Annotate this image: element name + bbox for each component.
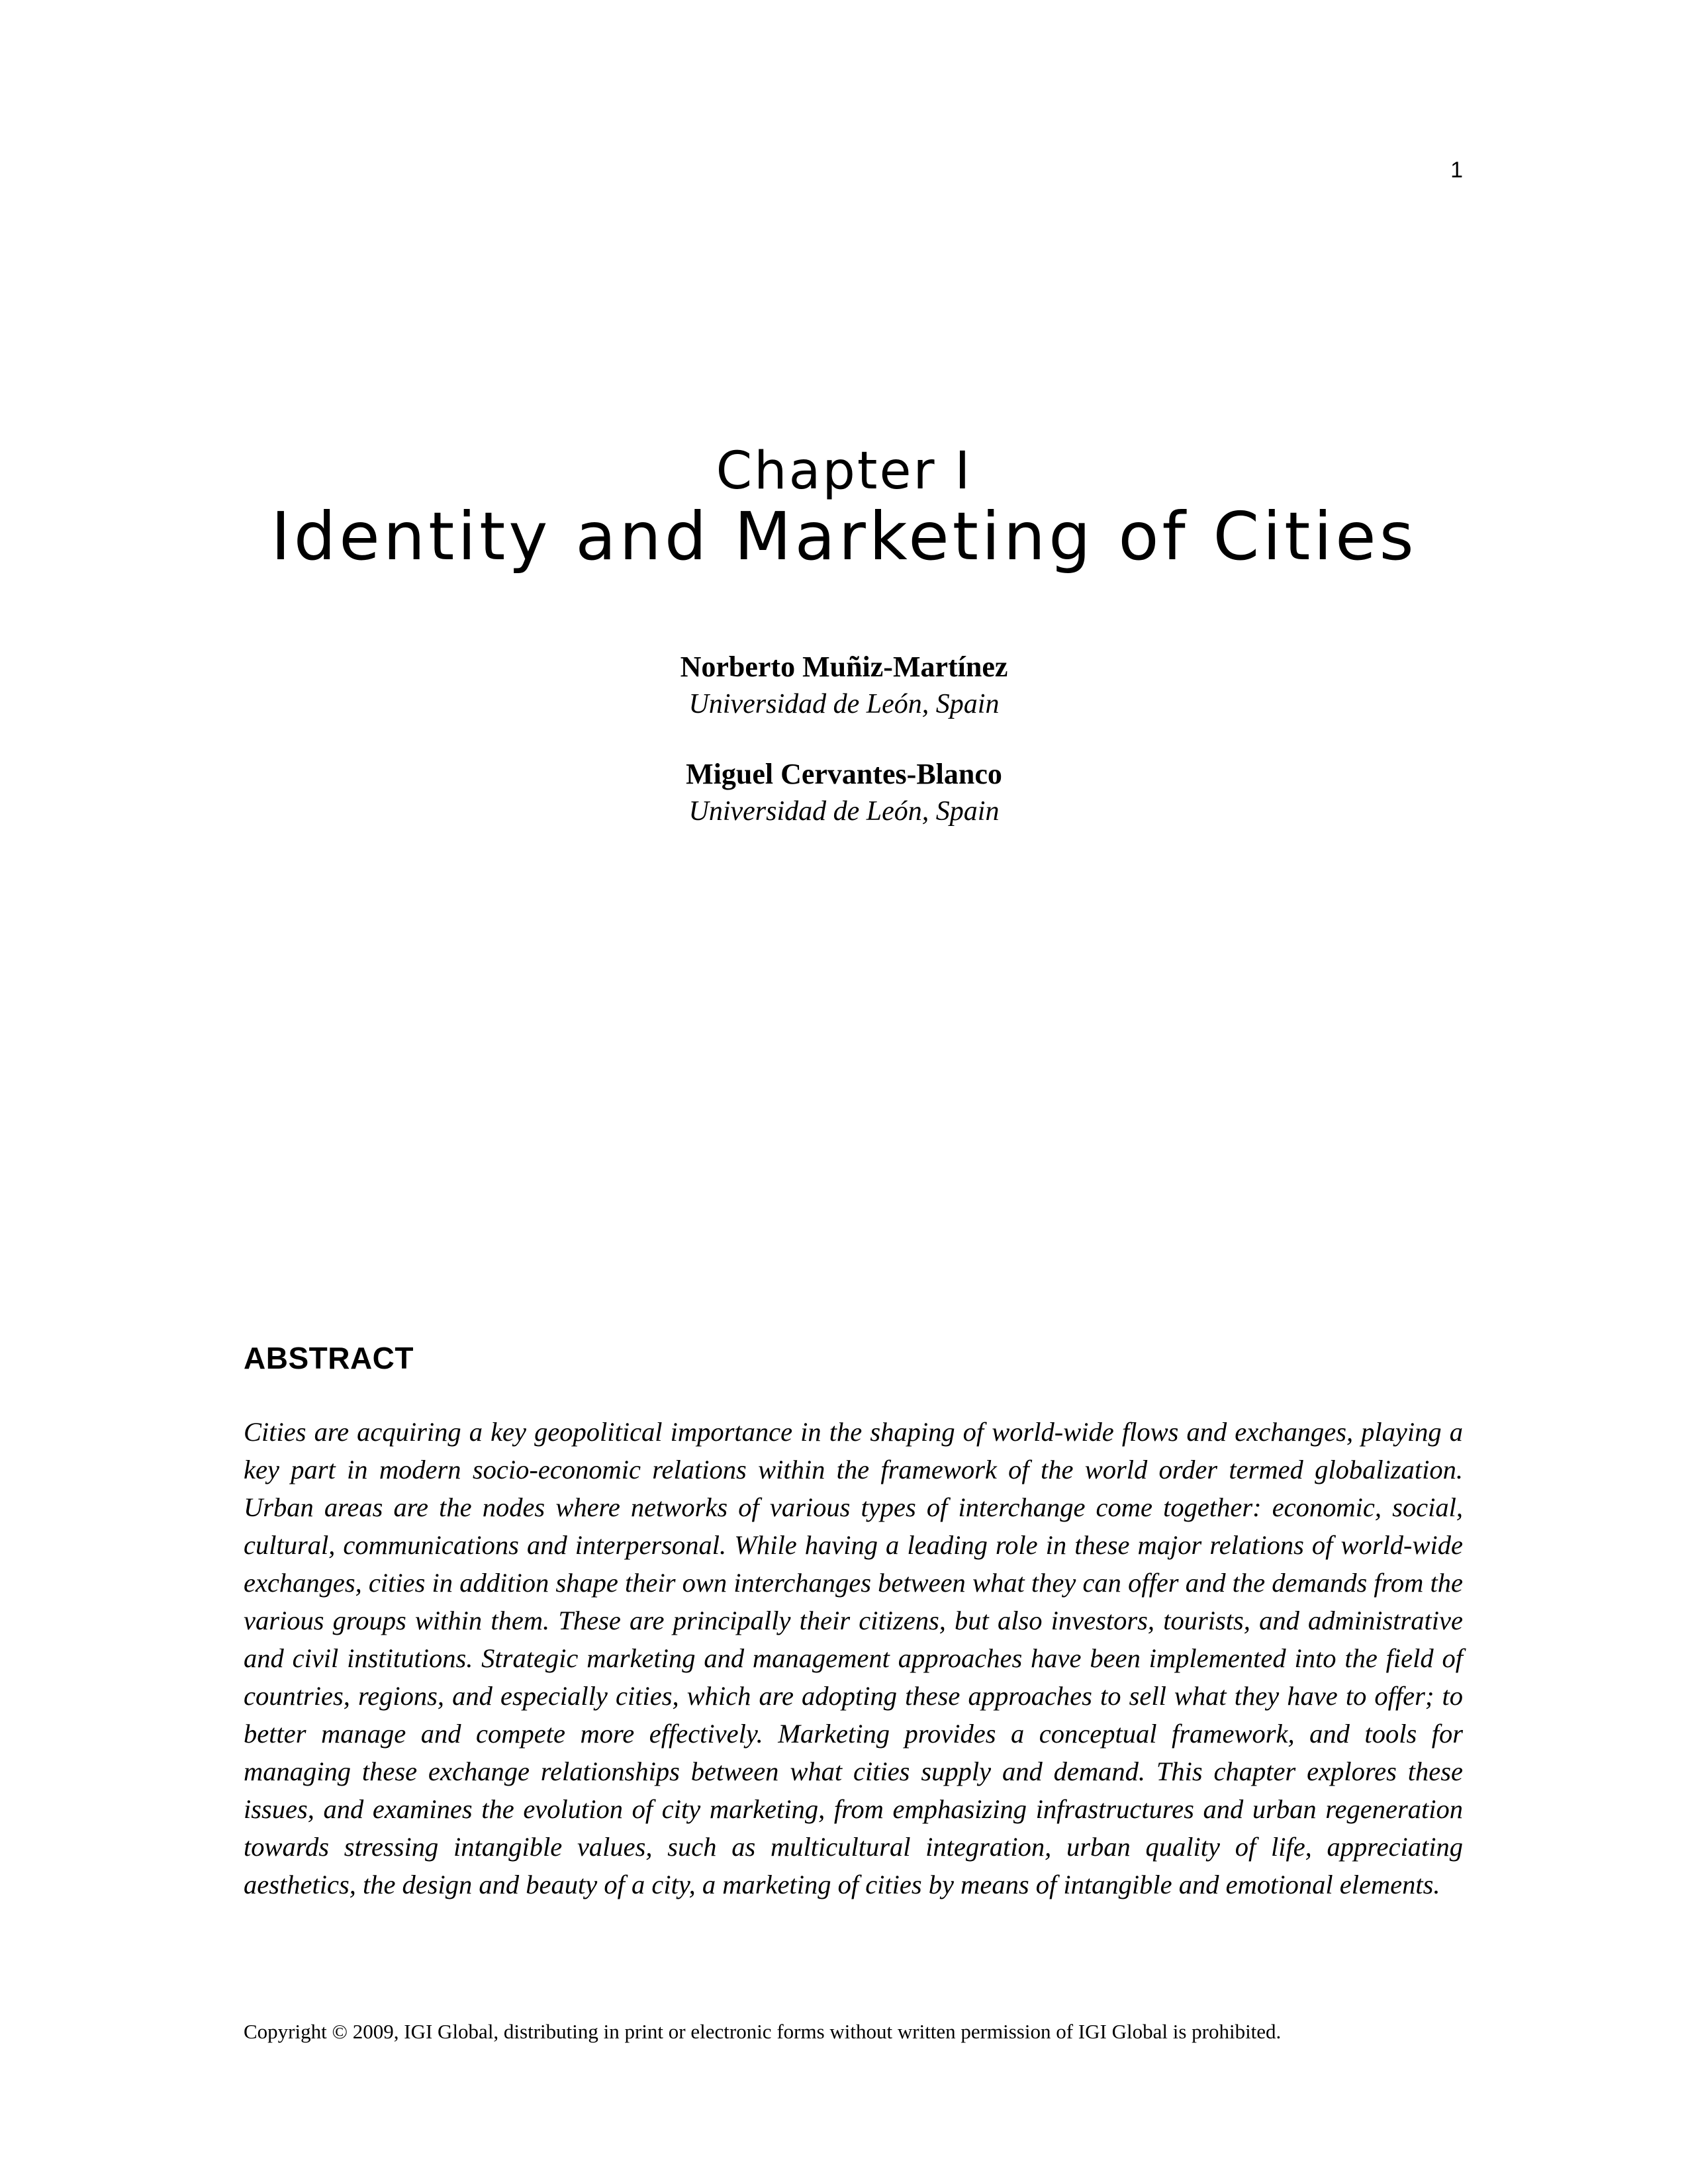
chapter-label: Chapter I xyxy=(716,441,972,501)
author-name: Norberto Muñiz-Martínez xyxy=(680,651,1008,683)
page-number: 1 xyxy=(1450,158,1463,183)
author-1 xyxy=(0,649,1688,723)
authors-block xyxy=(0,649,1688,863)
abstract-heading: ABSTRACT xyxy=(244,1341,414,1375)
abstract-section xyxy=(244,1340,1463,1903)
author-affiliation: Universidad de León, Spain xyxy=(688,689,1000,719)
author-affiliation: Universidad de León, Spain xyxy=(688,796,1000,827)
chapter-title: Identity and Marketing of Cities xyxy=(271,497,1417,575)
author-name: Miguel Cervantes-Blanco xyxy=(686,758,1002,790)
author-2 xyxy=(0,756,1688,830)
chapter-header xyxy=(0,443,1688,573)
copyright-notice: Copyright © 2009, IGI Global, distributing in print or electronic forms without written permission of IGI Global is prohibited. xyxy=(244,2020,1282,2043)
abstract-text: Cities are acquiring a key geopolitical importance in the shaping of world-wide flows and exchanges, playing a key part in modern socio-economic relations within the framework of the world order termed globalization. Urban areas are the nodes where networks of various types of interchange come together: economic, social, cultural, communications and interpersonal. While having a leading role in these major relations of world-wide exchanges, cities in addition shape their own interchanges between what they can offer and the demands from the various groups within them. These are principally their citizens, but also investors, tourists, and administrative and civil institutions. Strategic marketing and management approaches have been implemented into the field of countries, regions, and especially cities, which are adopting these approaches to sell what they have to offer; to better manage and compete more effectively. Marketing provides a conceptual framework, and tools for managing these exchange relationships between what cities supply and demand. This chapter explores these issues, and examines the evolution of city marketing, from emphasizing infrastructures and urban regeneration towards stressing intangible values, such as multicultural integration, urban quality of life, appreciating aesthetics, the design and beauty of a city, a marketing of cities by means of intangible and emotional elements. xyxy=(244,1417,1463,1899)
